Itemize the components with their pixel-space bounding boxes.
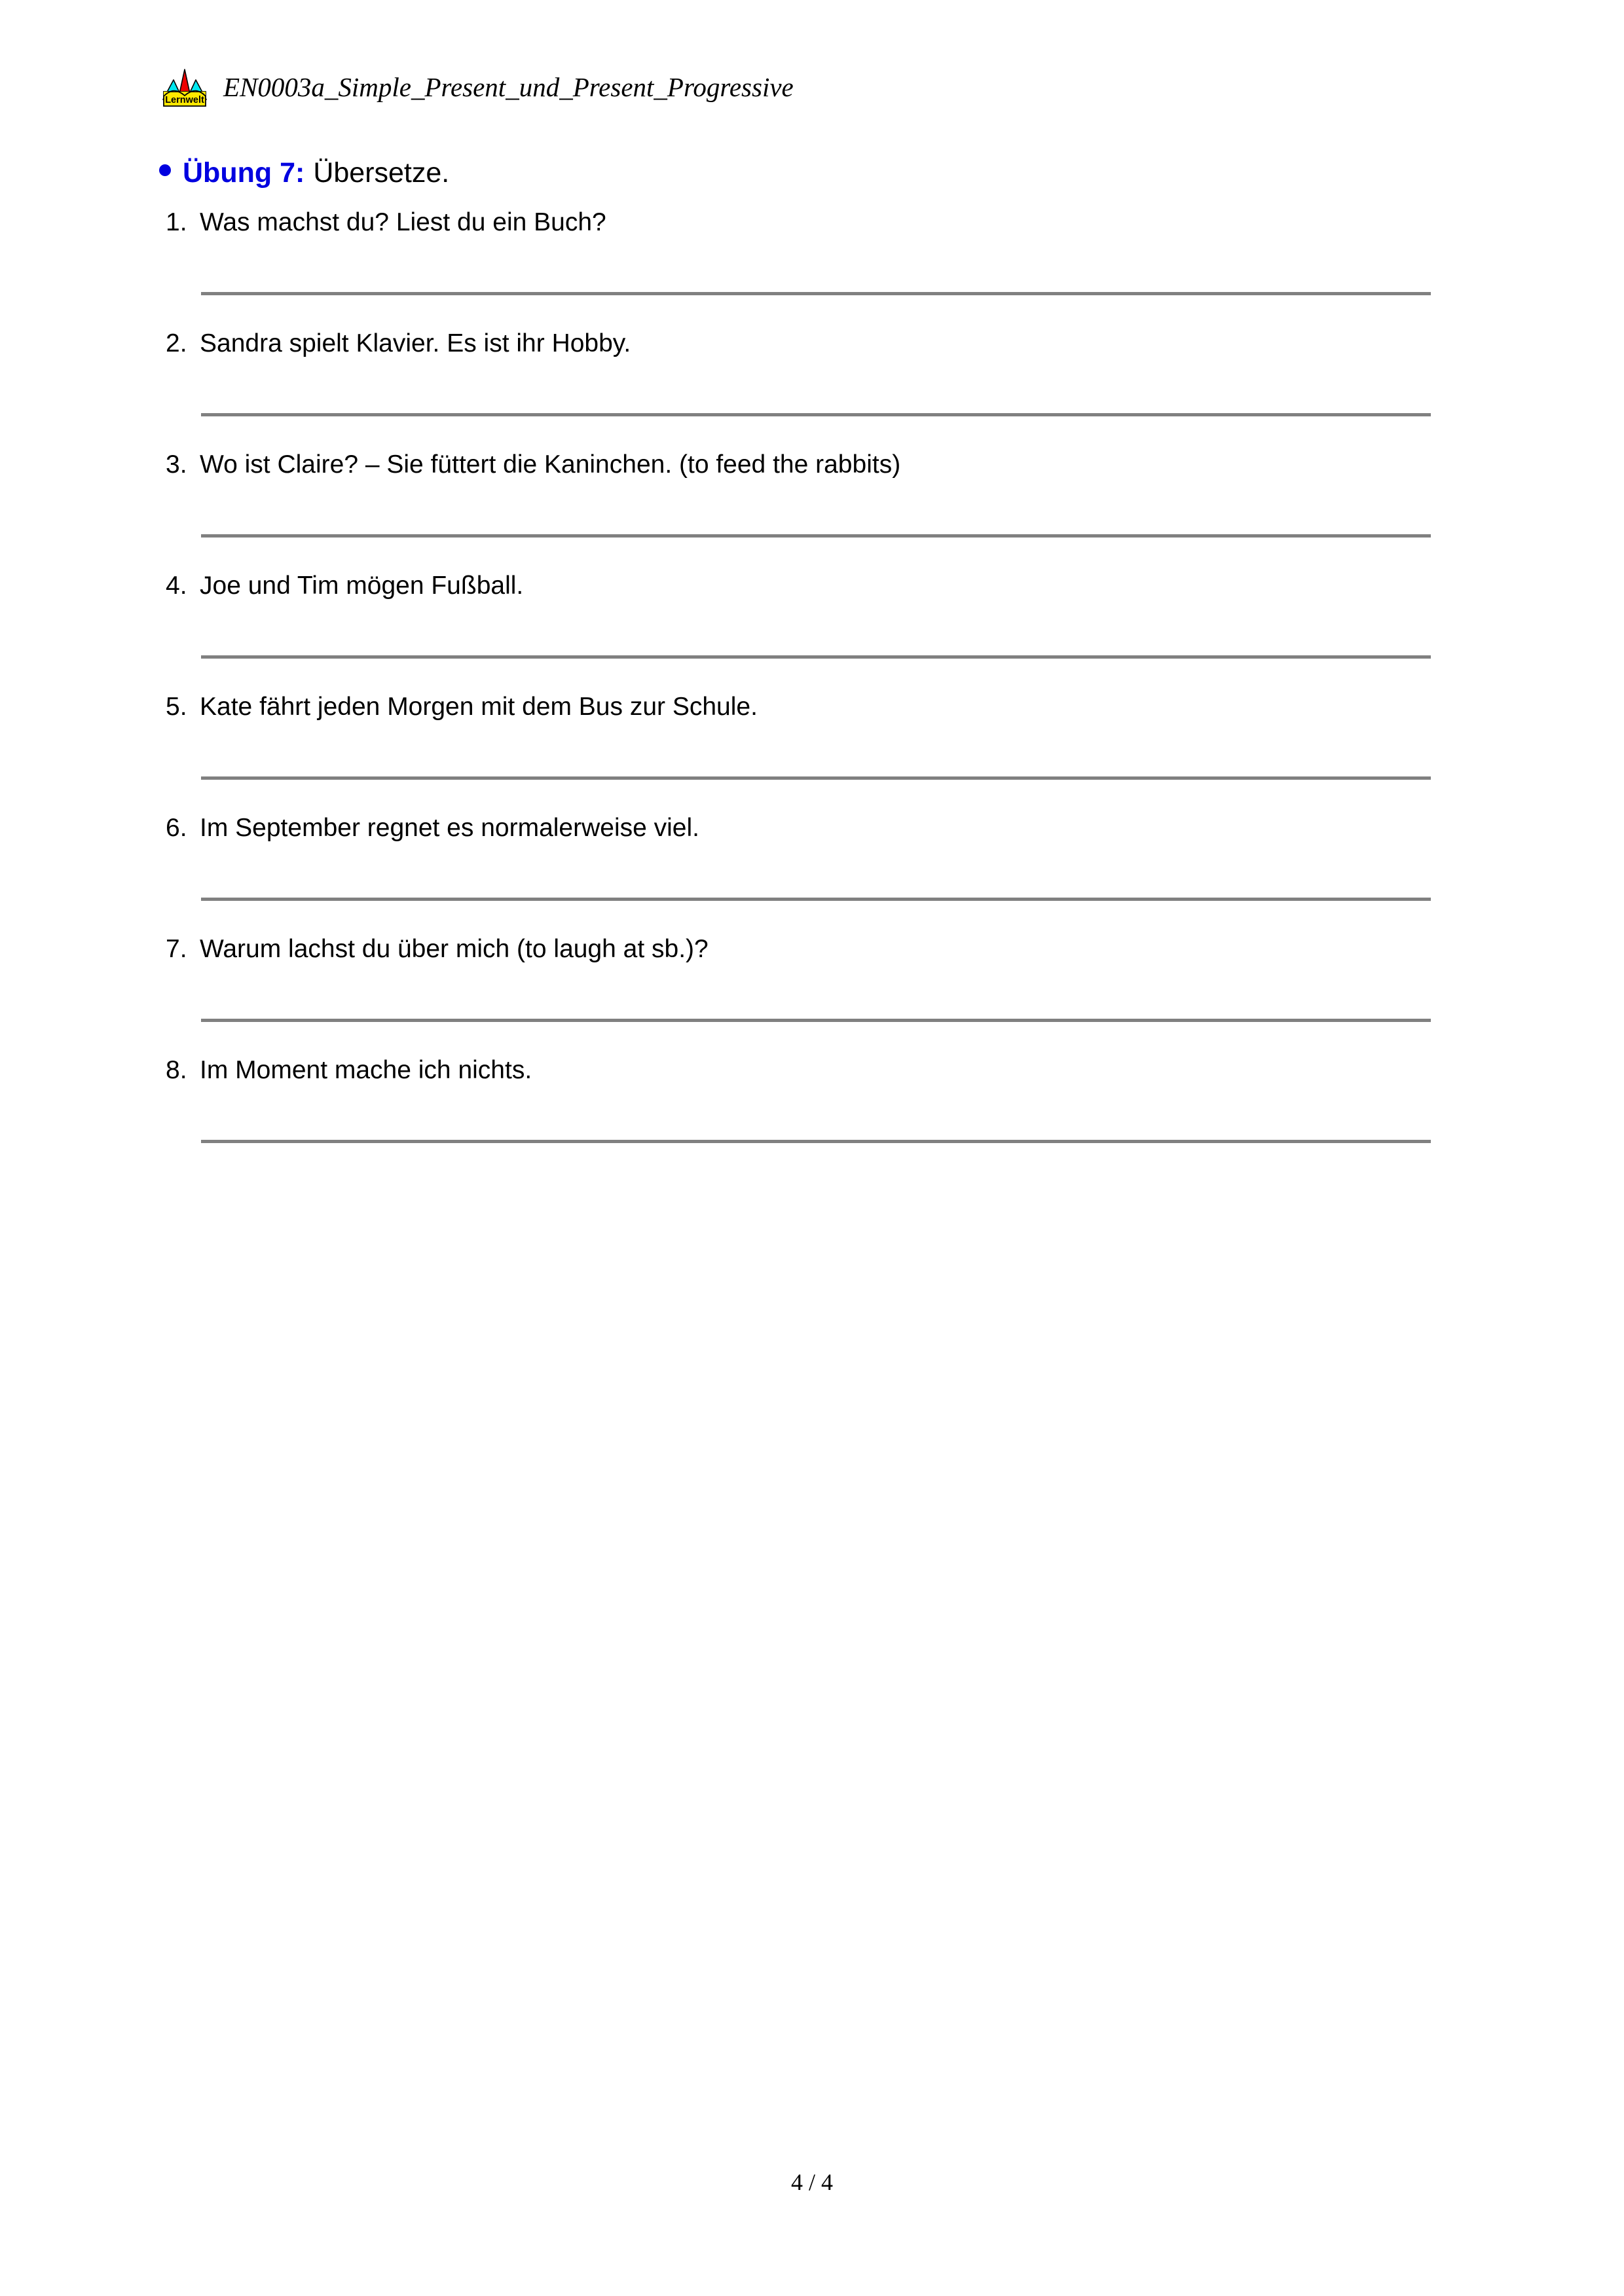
item-sentence: Wo ist Claire? – Sie füttert die Kaninchen. (to feed the rabbits) xyxy=(200,450,901,479)
lernwelt-mountain-logo-icon xyxy=(160,65,209,109)
answer-line[interactable] xyxy=(201,413,1431,416)
answer-line[interactable] xyxy=(201,655,1431,659)
item-text-wrapper xyxy=(166,1056,532,1085)
exercise-item xyxy=(0,208,1624,329)
answer-line[interactable] xyxy=(201,898,1431,901)
exercise-item xyxy=(0,572,1624,693)
document-title: EN0003a_Simple_Present_und_Present_Progressive xyxy=(223,72,794,102)
exercise-item xyxy=(0,814,1624,935)
item-sentence: Was machst du? Liest du ein Buch? xyxy=(200,208,606,236)
svg-text:Lernwelt: Lernwelt xyxy=(165,95,204,105)
exercise-instruction: Übersetze. xyxy=(313,157,450,189)
exercise-item xyxy=(0,693,1624,814)
document-header xyxy=(160,65,794,109)
item-number: 5. xyxy=(166,693,187,721)
exercise-item xyxy=(0,450,1624,572)
item-number: 4. xyxy=(166,572,187,600)
answer-line[interactable] xyxy=(201,776,1431,780)
item-number: 8. xyxy=(166,1056,187,1084)
item-number: 3. xyxy=(166,450,187,479)
item-text-wrapper xyxy=(166,208,606,238)
item-number: 1. xyxy=(166,208,187,236)
exercise-item xyxy=(0,935,1624,1056)
item-sentence: Sandra spielt Klavier. Es ist ihr Hobby. xyxy=(200,329,631,357)
page-footer: 4 / 4 xyxy=(790,2169,833,2195)
item-number: 2. xyxy=(166,329,187,357)
answer-line[interactable] xyxy=(201,292,1431,295)
answer-line[interactable] xyxy=(201,1019,1431,1022)
answer-line[interactable] xyxy=(201,534,1431,538)
item-text-wrapper xyxy=(166,329,631,359)
item-text-wrapper xyxy=(166,814,699,843)
bullet-point-icon xyxy=(159,164,171,176)
item-sentence: Warum lachst du über mich (to laugh at sb.)? xyxy=(200,935,709,963)
exercise-heading xyxy=(159,157,449,189)
item-number: 6. xyxy=(166,814,187,842)
exercise-item xyxy=(0,329,1624,450)
item-text-wrapper xyxy=(166,450,900,480)
item-sentence: Joe und Tim mögen Fußball. xyxy=(200,572,524,600)
item-sentence: Im Moment mache ich nichts. xyxy=(200,1056,532,1084)
item-number: 7. xyxy=(166,935,187,963)
exercise-item xyxy=(0,1056,1624,1177)
exercise-label: Übung 7: xyxy=(183,157,305,189)
item-text-wrapper xyxy=(166,693,758,722)
answer-line[interactable] xyxy=(201,1140,1431,1143)
item-sentence: Kate fährt jeden Morgen mit dem Bus zur Schule. xyxy=(200,693,758,721)
item-text-wrapper xyxy=(166,572,523,601)
item-text-wrapper xyxy=(166,935,709,964)
exercise-items-list xyxy=(0,208,1624,1177)
item-sentence: Im September regnet es normalerweise viel. xyxy=(200,814,699,842)
